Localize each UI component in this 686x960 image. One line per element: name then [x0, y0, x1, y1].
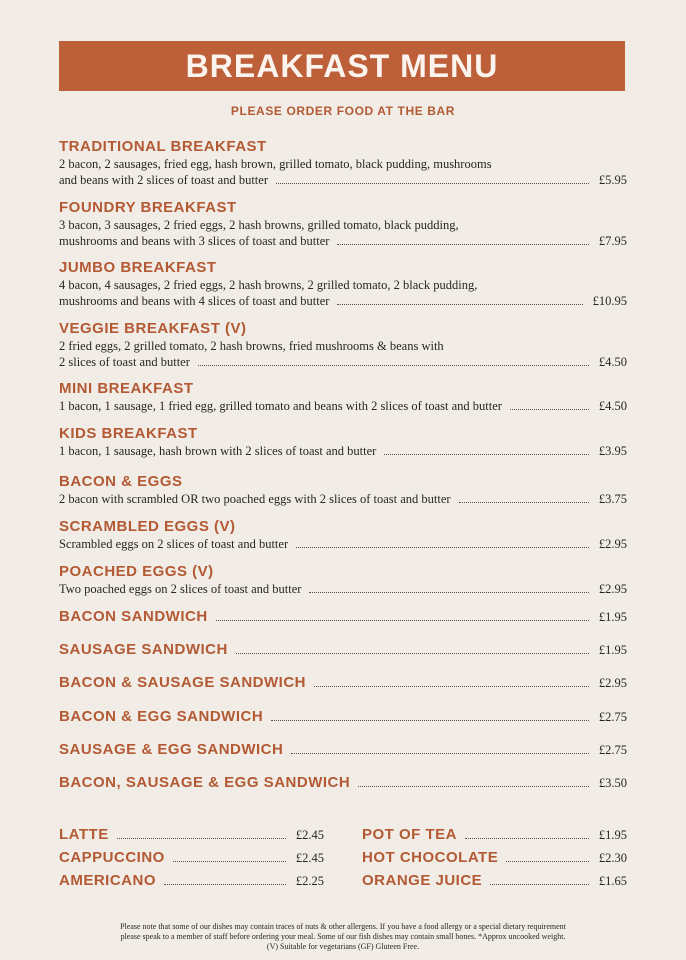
drink-name: AMERICANO	[59, 872, 156, 889]
dot-leader	[216, 620, 589, 621]
menu-item-mini	[59, 380, 627, 414]
dot-leader	[198, 365, 589, 366]
item-price: £3.75	[598, 492, 627, 506]
item-price: £2.95	[598, 582, 627, 596]
menu-item-traditional	[59, 138, 627, 188]
item-name: FOUNDRY BREAKFAST	[59, 199, 237, 216]
item-price: £3.95	[598, 444, 627, 458]
item-price: £7.95	[598, 234, 627, 248]
item-description: 1 bacon, 1 sausage, 1 fried egg, grilled tomato and beans with 2 slices of toast and butter	[59, 399, 502, 413]
item-name: BACON & EGG SANDWICH	[59, 708, 264, 725]
menu-title-banner	[59, 41, 625, 91]
dot-leader	[314, 686, 589, 687]
menu-title: BREAKFAST MENU	[185, 47, 499, 84]
dot-leader	[236, 653, 589, 654]
drink-item	[59, 826, 324, 849]
drink-price: £1.65	[598, 874, 627, 888]
drink-price: £1.95	[598, 828, 627, 842]
dot-leader	[337, 304, 582, 305]
item-price: £10.95	[592, 294, 627, 308]
item-price: £5.95	[598, 173, 627, 187]
dot-leader	[117, 838, 286, 839]
menu-item-bacon-sausage-egg-sandwich	[59, 774, 627, 792]
dot-leader	[459, 502, 589, 503]
item-name: SAUSAGE SANDWICH	[59, 641, 228, 658]
dot-leader	[465, 838, 589, 839]
allergen-notice-line: (V) Suitable for vegetarians (GF) Gluteen Free.	[266, 942, 420, 951]
allergen-notice	[60, 922, 626, 952]
item-description: 4 bacon, 4 sausages, 2 fried eggs, 2 hash browns, 2 grilled tomato, 2 black pudding,	[59, 278, 478, 292]
allergen-notice-line: please speak to a member of staff before ordering your meal. Some of our fish dishes may contain small bones. *Approx uncooked weight.	[120, 932, 566, 941]
drink-price: £2.25	[295, 874, 324, 888]
dot-leader	[309, 592, 588, 593]
item-description: 1 bacon, 1 sausage, hash brown with 2 slices of toast and butter	[59, 444, 377, 458]
drink-item	[362, 849, 627, 872]
item-name: JUMBO BREAKFAST	[59, 259, 217, 276]
drink-item	[59, 849, 324, 872]
drink-item	[362, 826, 627, 849]
item-name: BACON & SAUSAGE SANDWICH	[59, 674, 307, 691]
item-price: £3.50	[598, 776, 627, 790]
dot-leader	[271, 720, 589, 721]
drinks-column-left	[59, 826, 324, 895]
item-description: Scrambled eggs on 2 slices of toast and butter	[59, 537, 289, 551]
dot-leader	[164, 884, 286, 885]
menu-item-bacon-sandwich	[59, 608, 627, 626]
dot-leader	[506, 861, 589, 862]
dot-leader	[276, 183, 589, 184]
item-name: SCRAMBLED EGGS (V)	[59, 518, 236, 535]
dot-leader	[384, 454, 589, 455]
drink-item	[362, 872, 627, 895]
item-name: MINI BREAKFAST	[59, 380, 194, 397]
menu-item-poached-eggs	[59, 563, 627, 597]
drink-name: POT OF TEA	[362, 826, 457, 843]
item-description: 2 slices of toast and butter	[59, 355, 190, 369]
dot-leader	[490, 884, 589, 885]
drinks-column-right	[362, 826, 627, 895]
menu-item-foundry	[59, 199, 627, 249]
item-price: £4.50	[598, 355, 627, 369]
menu-item-jumbo	[59, 259, 627, 309]
item-name: TRADITIONAL BREAKFAST	[59, 138, 267, 155]
item-description: 2 bacon, 2 sausages, fried egg, hash brown, grilled tomato, black pudding, mushrooms	[59, 157, 492, 171]
item-description: Two poached eggs on 2 slices of toast and butter	[59, 582, 302, 596]
menu-item-scrambled-eggs	[59, 518, 627, 552]
item-price: £4.50	[598, 399, 627, 413]
dot-leader	[358, 786, 589, 787]
drink-name: ORANGE JUICE	[362, 872, 483, 889]
item-price: £2.75	[598, 710, 627, 724]
drink-price: £2.45	[295, 851, 324, 865]
dot-leader	[173, 861, 286, 862]
item-name: SAUSAGE & EGG SANDWICH	[59, 741, 284, 758]
dot-leader	[510, 409, 589, 410]
menu-item-bacon-eggs	[59, 473, 627, 507]
item-name: KIDS BREAKFAST	[59, 425, 198, 442]
order-instruction: PLEASE ORDER FOOD AT THE BAR	[230, 104, 456, 118]
item-name: BACON, SAUSAGE & EGG SANDWICH	[59, 774, 351, 791]
drink-item	[59, 872, 324, 895]
menu-item-kids	[59, 425, 627, 459]
item-price: £2.95	[598, 676, 627, 690]
item-name: VEGGIE BREAKFAST (V)	[59, 320, 247, 337]
drink-name: CAPPUCCINO	[59, 849, 165, 866]
item-description: 2 bacon with scrambled OR two poached eggs with 2 slices of toast and butter	[59, 492, 451, 506]
menu-item-sausage-sandwich	[59, 641, 627, 659]
item-description: and beans with 2 slices of toast and butter	[59, 173, 268, 187]
dot-leader	[291, 753, 589, 754]
item-name: POACHED EGGS (V)	[59, 563, 214, 580]
dot-leader	[337, 244, 588, 245]
item-description: mushrooms and beans with 3 slices of toast and butter	[59, 234, 330, 248]
item-name: BACON SANDWICH	[59, 608, 208, 625]
menu-item-bacon-egg-sandwich	[59, 708, 627, 726]
item-description: mushrooms and beans with 4 slices of toast and butter	[59, 294, 330, 308]
item-price: £2.95	[598, 537, 627, 551]
item-name: BACON & EGGS	[59, 473, 183, 490]
drink-price: £2.30	[598, 851, 627, 865]
item-price: £2.75	[598, 743, 627, 757]
drink-name: HOT CHOCOLATE	[362, 849, 499, 866]
item-price: £1.95	[598, 610, 627, 624]
drink-price: £2.45	[295, 828, 324, 842]
allergen-notice-line: Please note that some of our dishes may contain traces of nuts & other allergens. If you have a food allergy or a special dietary requirement	[120, 922, 566, 931]
dot-leader	[296, 547, 589, 548]
item-description: 2 fried eggs, 2 grilled tomato, 2 hash browns, fried mushrooms & beans with	[59, 339, 444, 353]
menu-item-veggie	[59, 320, 627, 370]
item-description: 3 bacon, 3 sausages, 2 fried eggs, 2 hash browns, grilled tomato, black pudding,	[59, 218, 459, 232]
menu-item-sausage-egg-sandwich	[59, 741, 627, 759]
item-price: £1.95	[598, 643, 627, 657]
menu-item-bacon-sausage-sandwich	[59, 674, 627, 692]
drink-name: LATTE	[59, 826, 109, 843]
